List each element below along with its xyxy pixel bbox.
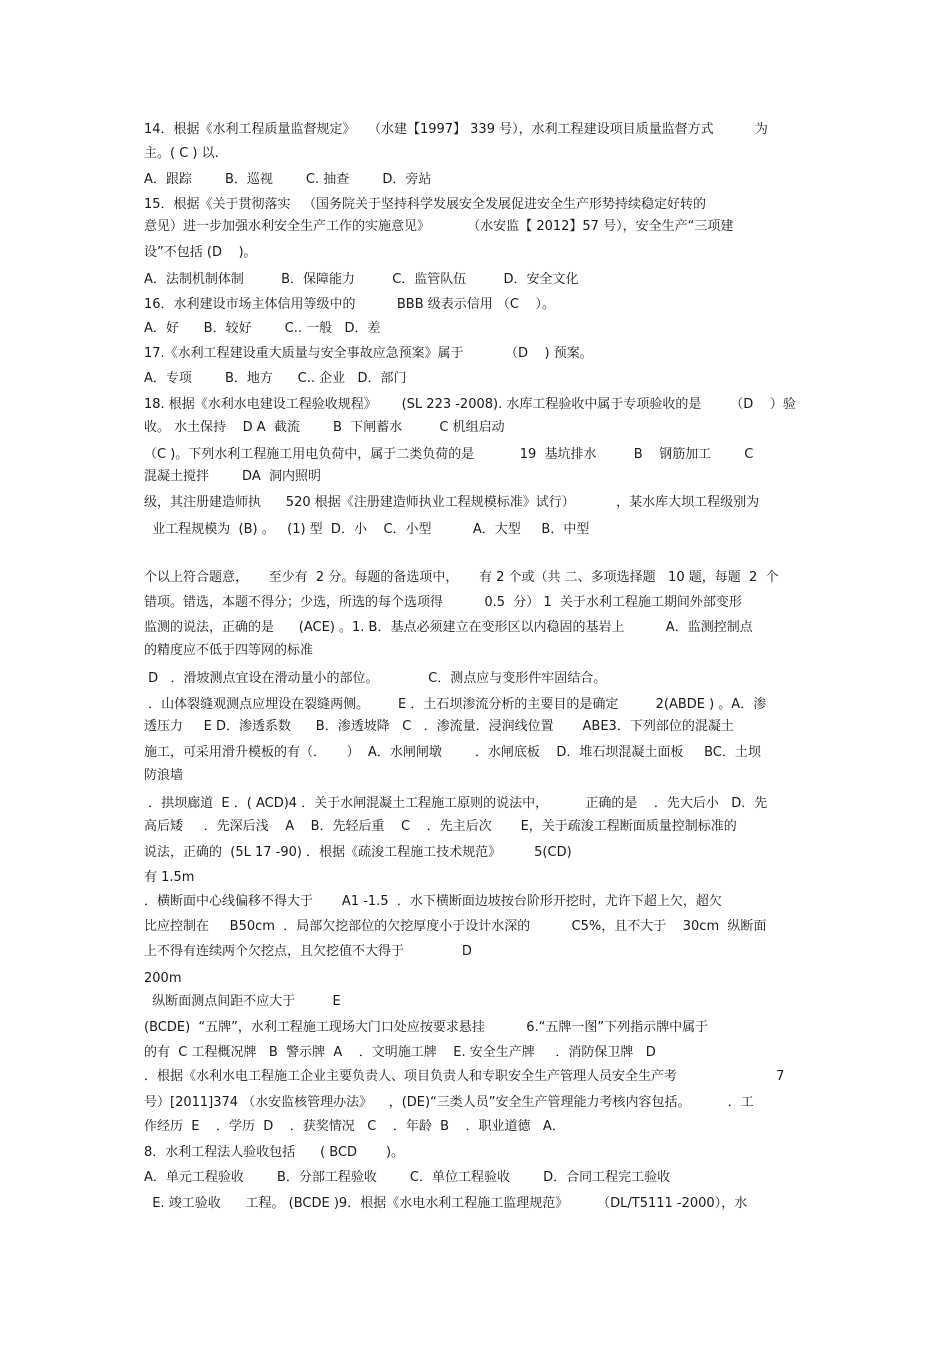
multi-question-5-options-cont: 比应控制在 B50cm ．局部欠挖部位的欠挖厚度小于设计水深的 C5%，且不大于 30cm 纵断面 (144, 919, 767, 934)
multi-question-5-options-cont2: 上不得有连续两个欠挖点，且欠挖值不大得于 D (144, 944, 472, 959)
question-15-stem: 15．根据《关于贯彻落实 （国务院关于坚持科学发展安全发展促进安全生产形势持续稳定好转的 (144, 197, 706, 212)
multi-question-7-stem-cont: 号）[2011]374 （水安监核管理办法》 ，(DE)“三类人员”安全生产管理能力考核内容包括。 ．工 (144, 1095, 754, 1110)
question-14-options: A．跟踪 B．巡视 C. 抽查 D．旁站 (144, 172, 432, 187)
question-15-stem-cont2: 设”不包括 (D )。 (144, 245, 257, 260)
question-18-options: 收。 水土保持 D A 截流 B 下闸蓄水 C 机组启动 (144, 420, 505, 435)
question-15-options: A．法制机制体制 B．保障能力 C．监管队伍 D．安全文化 (144, 272, 579, 287)
question-19-stem: （C )。下列水利工程施工用电负荷中，属于二类负荷的是 19 基坑排水 B 钢筋加工 C (144, 447, 754, 462)
question-17-options: A．专项 B．地方 C.. 企业 D．部门 (144, 371, 407, 386)
multi-question-1-cont: 的精度应不低于四等网的标准 (144, 643, 314, 658)
multi-question-2-options: 透压力 E D．渗透系数 B．渗透坡降 C ．渗流量．浸润线位置 ABE3．下列部位的混凝土 (144, 719, 734, 734)
multi-question-4-options: 高后矮 ．先深后浅 A B．先轻后重 C ．先主后次 E，关于疏浚工程断面质量控制标准的 (144, 819, 737, 834)
multi-question-3-stem: 施工，可采用滑升模板的有（． ） A．水闸闸墩 ．水闸底板 D．堆石坝混凝土面板 BC．土坝 (144, 745, 761, 760)
section-2-intro-cont: 错项。错选，本题不得分；少选，所选的每个选项得 0.5 分） 1 关于水利工程施工期间外部变形 (144, 595, 742, 610)
question-19-options: 混凝土搅拌 DA 洞内照明 (144, 469, 321, 484)
multi-question-8-stem: 8．水利工程法人验收包括 ( BCD )。 (144, 1145, 405, 1160)
multi-question-5-value: 200m (144, 971, 182, 986)
question-20-stem: 级，其注册建造师执 520 根据《注册建造师执业工程规模标准》试行） ，某水库大坝工程级别为 (144, 495, 760, 510)
question-18-stem: 18. 根据《水利水电建设工程验收规程》 (SL 223 -2008). 水库工程验收中属于专项验收的是 （D ）验 (144, 397, 796, 412)
multi-question-6-options: 的有 C 工程概况牌 B 警示牌 A ．文明施工牌 E. 安全生产牌 ．消防保卫牌 D (144, 1045, 656, 1060)
section-2-intro: 个以上符合题意， 至少有 2 分。每题的备选项中， 有 2 个或（共 二、多项选择题 10 题，每题 2 个 (144, 570, 779, 585)
multi-question-9-stem: E. 竣工验收 工程。 (BCDE )9．根据《水电水利工程施工监理规范》 （DL/T5111 -2000），水 (144, 1196, 748, 1211)
question-17-stem: 17.《水利工程建设重大质量与安全事故应急预案》属于 （D ) 预案。 (144, 346, 593, 361)
multi-question-7-options: 作经历 E ．学历 D ．获奖情况 C ．年龄 B ．职业道德 A． (144, 1119, 565, 1134)
multi-question-1-stem: 监测的说法，正确的是 (ACE) 。1. B．基点必须建立在变形区以内稳固的基岩上 A．监测控制点 (144, 620, 753, 635)
question-15-stem-cont: 意见）进一步加强水利安全生产工作的实施意见》 （水安监【 2012】57 号），安全生产“三项建 (144, 219, 734, 234)
multi-question-4-stem: ．拱坝廊道 E ．( ACD)4 ．关于水闸混凝土工程施工原则的说法中， 正确的是 ．先大后小 D．先 (144, 796, 768, 811)
multi-question-5-stem: 说法，正确的 (5L 17 -90) ．根据《疏浚工程施工技术规范》 5(CD) (144, 845, 572, 860)
question-16-options: A．好 B．较好 C.. 一般 D．差 (144, 321, 381, 336)
multi-question-6-stem: (BCDE) “五牌”，水利工程施工现场大门口处应按要求悬挂 6.“五牌一图”下列指示牌中属于 (144, 1020, 709, 1035)
question-14-stem-cont: 主。( C ) 以. (144, 146, 219, 161)
multi-question-8-options: A．单元工程验收 B．分部工程验收 C．单位工程验收 D．合同工程完工验收 (144, 1170, 671, 1185)
multi-question-7-stem: ．根据《水利水电工程施工企业主要负责人、项目负责人和专职安全生产管理人员安全生产考 7 (144, 1069, 785, 1084)
multi-question-5-cont: 有 1.5m (144, 870, 195, 885)
multi-question-5-option-e: 纵断面测点间距不应大于 E (144, 994, 341, 1009)
question-16-stem: 16．水利建设市场主体信用等级中的 BBB 级表示信用 （C ）。 (144, 297, 555, 312)
question-14-stem: 14．根据《水利工程质量监督规定》 （水建【1997】 339 号），水利工程建设项目质量监督方式 为 (144, 122, 768, 137)
multi-question-1-options: D ．滑坡测点宜设在滑动量小的部位。 C．测点应与变形件牢固结合。 (144, 671, 607, 686)
multi-question-5-options: ．横断面中心线偏移不得大于 A1 -1.5 ．水下横断面边坡按台阶形开挖时，尤许下超上欠，超欠 (144, 894, 722, 909)
question-20-options: 业工程规模为 (B) 。 (1) 型 D．小 C．小型 A．大型 B．中型 (144, 522, 590, 537)
multi-question-2-stem: ．山体裂缝观测点应埋设在裂缝两侧。 E ．土石坝渗流分析的主要目的是确定 2(ABDE ) 。A．渗 (144, 697, 767, 712)
multi-question-3-cont: 防浪墙 (144, 768, 184, 783)
